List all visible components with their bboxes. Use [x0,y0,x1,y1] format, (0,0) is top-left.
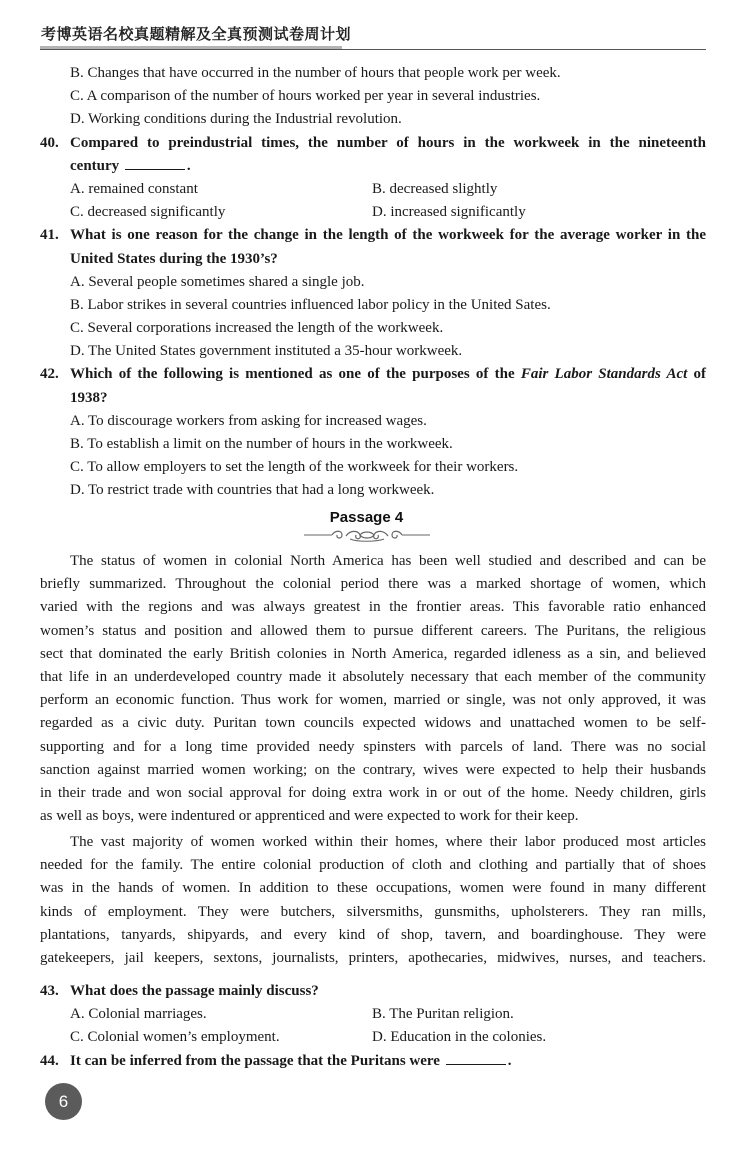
paragraph-line: briefly summarized. Throughout the colonial period there was a marked shortage of women, which [40,576,706,593]
q43-text: What does the passage mainly discuss? [70,983,319,999]
act-name: Fair Labor Standards Act [520,366,688,383]
q40-text-line1: Compared to preindustrial times, the number of hours in the workweek in the nineteenth [70,134,706,151]
q39-option-b: B. Changes that have occurred in the number of hours that people work per week. [70,65,561,81]
passage-paragraph-1 [40,550,706,828]
q40-period: . [186,157,191,174]
q44-text [70,1050,706,1073]
q43-options-row2 [40,1026,706,1049]
q44-stem [40,1050,706,1073]
paragraph-line: as well as boys, were indentured or apprenticed and were expected to work for their keep. [40,808,579,825]
q41-text-line1: What is one reason for the change in the length of the workweek for the average worker in the [70,227,706,244]
q44-number: 44. [40,1052,59,1069]
header-rule [40,46,733,51]
questions-block-bottom [40,980,706,1073]
q43-options-row1 [40,1003,706,1026]
q41-text-line2: United States during the 1930’s? [70,250,278,267]
paragraph-line: varied with the regions and was always greatest in the frontier areas. This favorable ratio enhanced [40,599,706,616]
questions-block-top [40,62,706,503]
paragraph-line: regarded as a civic duty. Puritan town councils expected widows and unattached women to be self- [40,715,706,732]
answer-blank [446,1050,506,1065]
paragraph-line: The vast majority of women worked within their homes, where their labor produced most articles [70,834,706,850]
q40-options-row2 [40,201,706,224]
q41-option-d: D. The United States government instituted a 35-hour workweek. [70,343,463,360]
q40-stem-line2 [40,155,706,178]
q41-option-a: A. Several people sometimes shared a single job. [70,273,365,290]
passage-paragraph-2 [40,831,706,970]
q40-number: 40. [40,134,59,151]
q39-option-d: D. Working conditions during the Industrial revolution. [70,111,402,128]
q41-number: 41. [40,227,59,244]
answer-blank [125,155,185,170]
q40-stem [40,132,706,155]
q42-option-c: C. To allow employers to set the length of the workweek for their workers. [70,459,519,476]
paragraph-line: in their trade and won social approval for doing extra work in or out of the home. Needy children, girls [40,784,706,801]
q40-option-b: B. decreased slightly [372,180,498,197]
q43-stem [40,980,706,1003]
q42-text-prefix: Which of the following is mentioned as one of the purposes of the [70,366,515,383]
q42-text-line1 [70,363,706,386]
q42-text-line2: 1938? [70,389,108,406]
q43-option-d: D. Education in the colonies. [372,1029,547,1046]
q40-options-row1 [40,178,706,201]
q43-option-c: C. Colonial women’s employment. [70,1029,280,1046]
paragraph-line: that life in an underdeveloped country made it absolutely necessary that each member of the community [40,668,706,685]
q41-stem [40,224,706,247]
q40-option-a: A. remained constant [70,180,198,197]
page-number-badge: 6 [45,1083,82,1120]
q43-option-a: A. Colonial marriages. [70,1006,207,1023]
q44-text-prefix: It can be inferred from the passage that the Puritans were [70,1052,440,1069]
q43-number: 43. [40,983,59,999]
passage-title: Passage 4 [329,509,404,526]
q41-option-c: C. Several corporations increased the length of the workweek. [70,320,444,337]
passage-heading [0,509,733,542]
paragraph-line: perform an economic function. Thus work for women, married or single, was not only approved, it was [40,692,706,709]
paragraph-line: gatekeepers, jail keepers, sextons, journalists, printers, apothecaries, midwives, nurses, and teachers. [40,949,706,966]
paragraph-line: women’s status and position and allowed them to pursue different careers. The Puritans, the religious [40,622,706,639]
paragraph-line: was in the hands of women. In addition to these occupations, women were found in many different [40,880,706,897]
header-rule-thin [40,49,706,50]
q40-text-line2: century [70,157,120,174]
paragraph-line: The status of women in colonial North America has been well studied and described and can be [70,553,706,569]
q40-option-d: D. increased significantly [372,204,526,221]
paragraph-line: plantations, tanyards, shipyards, and every kind of shop, tavern, and boardinghouse. They were [40,926,706,943]
q42-stem [40,363,706,386]
q42-option-b: B. To establish a limit on the number of hours in the workweek. [70,436,453,452]
paragraph-line: needed for the family. The entire colonial production of cloth and clothing and partially that of shoes [40,857,706,874]
paragraph-line: kinds of employment. They were butchers, silversmiths, gunsmiths, upholsterers. They ran mills, [40,903,706,920]
page-header [40,24,733,51]
paragraph-line: sanction against married women working; on the contrary, wives were expected to help their husbands [40,761,706,778]
book-title: 考博英语名校真题精解及全真预测试卷周计划 [41,25,352,43]
q42-text-suffix: of [693,366,707,383]
q44-period: . [507,1052,512,1069]
q41-option-b: B. Labor strikes in several countries influenced labor policy in the United Sates. [70,296,551,313]
q42-number: 42. [40,366,59,383]
q43-option-b: B. The Puritan religion. [372,1006,514,1023]
paragraph-line: sect that dominated the early British colonies in North America, regarded idleness as a sin, and believed [40,645,706,662]
q42-option-d: D. To restrict trade with countries that had a long workweek. [70,482,435,499]
q42-option-a: A. To discourage workers from asking for increased wages. [70,412,427,429]
flourish-ornament-icon [302,528,432,542]
q39-option-c: C. A comparison of the number of hours worked per year in several industries. [70,88,541,105]
paragraph-line: supporting and for a long time provided needy spinsters with parcels of land. There was no social [40,738,706,755]
q40-option-c: C. decreased significantly [70,204,226,221]
